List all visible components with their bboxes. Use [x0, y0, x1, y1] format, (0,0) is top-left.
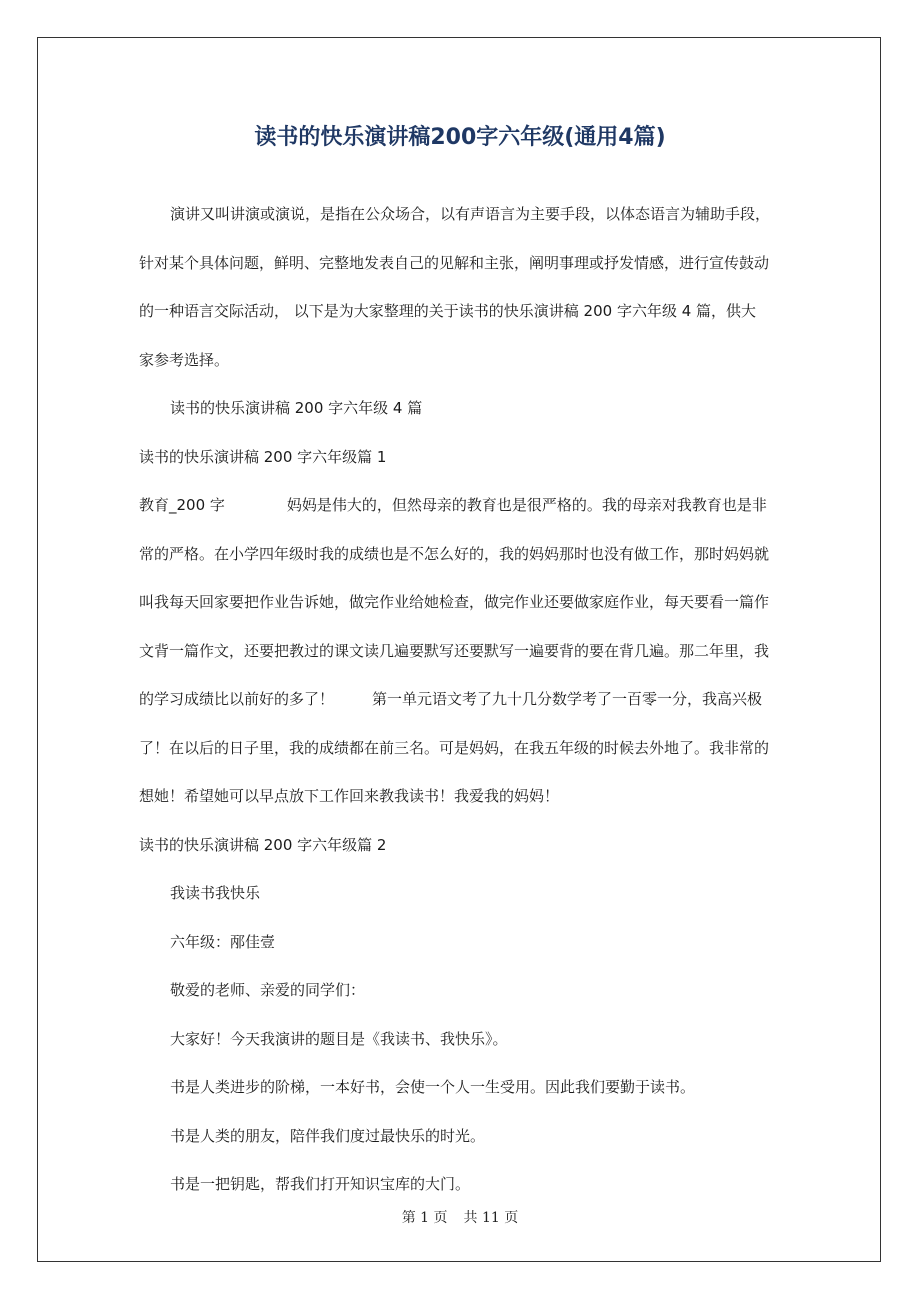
paragraph-line: 的一种语言交际活动， 以下是为大家整理的关于读书的快乐演讲稿 200 字六年级 4 篇，供大 [139, 302, 757, 320]
paragraph-line: 文背一篇作文，还要把教过的课文读几遍要默写还要默写一遍要背的要在背几遍。那二年里，我 [139, 641, 770, 660]
document-body [139, 190, 789, 1209]
paragraph-line: 想她！希望她可以早点放下工作回来教我读书！我爱我的妈妈！ [139, 787, 560, 805]
paragraph-text: 的学习成绩比以前好的多了！ [139, 690, 335, 708]
paragraph-line: 针对某个具体问题，鲜明、完整地发表自己的见解和主张，阐明事理或抒发情感，进行宣传鼓动 [139, 253, 770, 272]
speech-title: 我读书我快乐 [170, 884, 261, 902]
paragraph-line: 书是人类的朋友，陪伴我们度过最快乐的时光。 [170, 1126, 486, 1145]
paragraph-line: 常的严格。在小学四年级时我的成绩也是不怎么好的，我的妈妈那时也没有做工作，那时妈妈就 [139, 544, 770, 563]
page-total: 共 11 页 [463, 1210, 519, 1226]
paragraph-line [139, 675, 789, 724]
paragraph-line: 家参考选择。 [139, 350, 230, 369]
paragraph-line: 书是一把钥匙，帮我们打开知识宝库的大门。 [170, 1175, 471, 1193]
section-heading-2: 读书的快乐演讲稿 200 字六年级篇 2 [139, 835, 387, 854]
paragraph-text: 第一单元语文考了九十几分数学考了一百零一分，我高兴极 [372, 690, 763, 708]
paragraph-line [139, 481, 789, 530]
speech-author: 六年级：邴佳壹 [170, 932, 276, 951]
paragraph-line: 了！在以后的日子里，我的成绩都在前三名。可是妈妈，在我五年级的时候去外地了。我非常的 [139, 738, 770, 757]
section-heading-1: 读书的快乐演讲稿 200 字六年级篇 1 [139, 447, 387, 466]
page-number: 第 1 页 [401, 1210, 448, 1226]
paragraph-line: 书是人类进步的阶梯，一本好书，会使一个人一生受用。因此我们要勤于读书。 [170, 1078, 696, 1096]
page-footer [0, 1207, 920, 1227]
document-title: 读书的快乐演讲稿200字六年级(通用4篇) [254, 125, 666, 150]
paragraph-line: 大家好！今天我演讲的题目是《我读书、我快乐》。 [170, 1029, 508, 1048]
speech-greeting: 敬爱的老师、亲爱的同学们： [170, 981, 366, 999]
paragraph-line: 叫我每天回家要把作业告诉她，做完作业给她检查，做完作业还要做家庭作业，每天要看一篇作 [139, 593, 770, 611]
paragraph-text: 妈妈是伟大的，但然母亲的教育也是很严格的。我的母亲对我教育也是非 [286, 496, 767, 514]
essay-label: 教育_200 字 [139, 496, 225, 514]
list-heading: 读书的快乐演讲稿 200 字六年级 4 篇 [170, 399, 423, 417]
paragraph-line: 演讲又叫讲演或演说，是指在公众场合，以有声语言为主要手段，以体态语言为辅助手段， [170, 205, 771, 223]
